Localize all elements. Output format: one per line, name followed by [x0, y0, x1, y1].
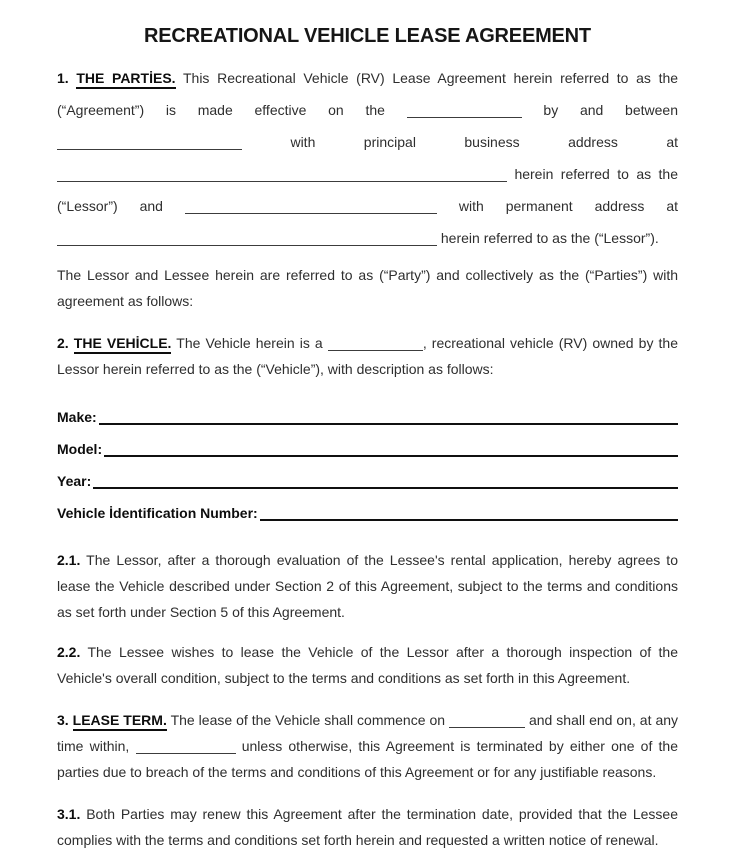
- permanent-address-blank: [57, 245, 437, 246]
- section-1-text-1: This Recreational Vehicle (RV) Lease Agreement herein referred to as the (“Agreement”) is made effective on the: [57, 70, 679, 118]
- section-1-text-5: with permanent address at: [458, 198, 679, 214]
- section-1-text-4: herein referred to as the (“Lessor”) and: [57, 166, 679, 214]
- section-2-number: 2.: [57, 335, 69, 351]
- model-value-line: [104, 455, 678, 457]
- vehicle-description-fields: [57, 408, 678, 523]
- field-row-model: [57, 440, 678, 459]
- clause-3-1-number: 3.1.: [57, 806, 81, 822]
- section-2-vehicle-paragraph: [57, 330, 678, 382]
- parties-definition-paragraph: The Lessor and Lessee herein are referred to as (“Party”) and collectively as the (“Parties”) with agreement as follows:: [57, 267, 678, 309]
- make-value-line: [99, 423, 678, 425]
- section-2-text-2: , recreational vehicle (RV) owned by the Lessor herein referred to as the (“Vehicle”), with description as follows:: [57, 335, 679, 377]
- section-1-parties-paragraph: [57, 62, 678, 254]
- field-row-year: [57, 472, 678, 491]
- section-2-text-1: The Vehicle herein is a: [176, 335, 323, 351]
- year-label: Year:: [57, 473, 92, 489]
- vin-value-line: [260, 519, 678, 521]
- section-3-heading: LEASE TERM.: [73, 712, 167, 731]
- model-label: Model:: [57, 441, 103, 457]
- section-3-lease-term-paragraph: [57, 707, 678, 785]
- clause-2-2-text: The Lessee wishes to lease the Vehicle of the Lessor after a thorough inspection of the Vehicle's overall condition, subject to the terms and conditions as set forth in this Agreement.: [57, 644, 679, 686]
- commencement-date-blank: [449, 727, 525, 728]
- clause-2-1-text: The Lessor, after a thorough evaluation of the Lessee's rental application, hereby agrees to lease the Vehicle described under Section 2 of this Agreement, subject to the terms and conditions as set forth under Section 5 of this Agreement.: [57, 552, 678, 620]
- section-1-text-2: by and between: [543, 102, 678, 118]
- clause-3-1-paragraph: [57, 801, 678, 853]
- clause-2-2-paragraph: [57, 639, 678, 691]
- section-3-text-2: and shall end on, at any time within,: [57, 712, 679, 754]
- section-2-heading: THE VEHİCLE.: [74, 335, 172, 354]
- section-1-text-3: with principal business address at: [290, 134, 678, 150]
- section-3-text-1: The lease of the Vehicle shall commence on: [170, 712, 446, 728]
- effective-date-blank: [407, 117, 522, 118]
- business-address-blank: [57, 181, 507, 182]
- section-1-heading: THE PARTİES.: [76, 70, 175, 89]
- field-row-make: [57, 408, 678, 427]
- section-3-text-3: unless otherwise, this Agreement is terminated by either one of the parties due to breach of the terms and conditions of this Agreement or for any justifiable reasons.: [57, 738, 679, 780]
- lease-duration-blank: [136, 753, 236, 754]
- clause-2-2-number: 2.2.: [57, 644, 81, 660]
- vehicle-type-blank: [328, 350, 423, 351]
- section-1-text-6: herein referred to as the (“Lessor”).: [440, 230, 659, 246]
- section-1-number: 1.: [57, 70, 69, 86]
- lessor-name-blank: [57, 149, 242, 150]
- clause-3-1-text: Both Parties may renew this Agreement after the termination date, provided that the Lessee complies with the terms and conditions set forth herein and requested a written notice of renewal.: [57, 806, 679, 848]
- clause-2-1-number: 2.1.: [57, 552, 81, 568]
- clause-2-1-paragraph: [57, 547, 678, 625]
- section-3-number: 3.: [57, 712, 69, 728]
- lessee-name-blank: [185, 213, 437, 214]
- document-title: RECREATIONAL VEHICLE LEASE AGREEMENT: [144, 25, 591, 47]
- field-row-vin: [57, 504, 678, 523]
- year-value-line: [93, 487, 678, 489]
- make-label: Make:: [57, 409, 97, 425]
- vin-label: Vehicle İdentification Number:: [57, 505, 258, 521]
